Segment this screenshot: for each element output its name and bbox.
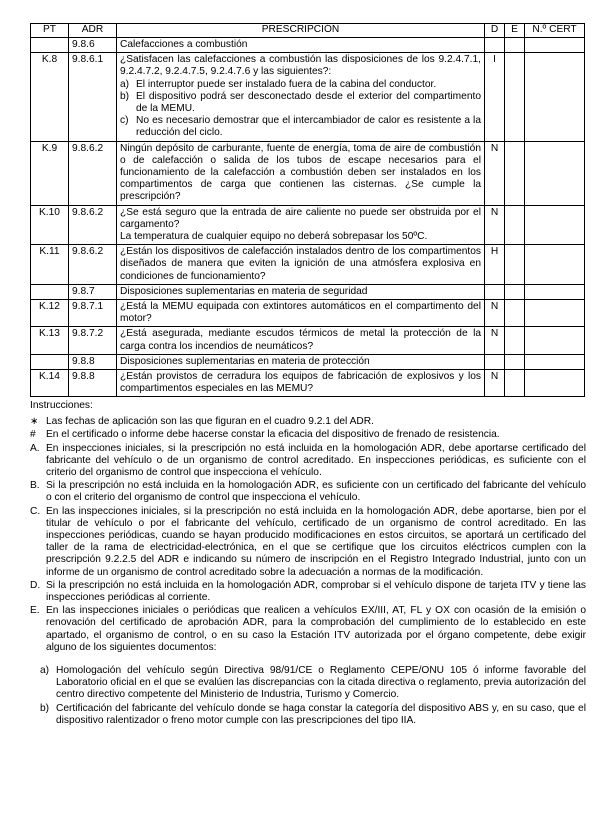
table-row (31, 300, 585, 327)
cell-prescripcion (117, 205, 485, 245)
table-row (31, 245, 585, 285)
instruction-marker: C. (30, 505, 41, 517)
cell-d: I (485, 53, 505, 141)
instructions-heading: Instrucciones: (30, 400, 93, 411)
cell-d: N (485, 327, 505, 354)
instruction-subitem (40, 703, 586, 727)
cell-pt: K.8 (31, 53, 69, 141)
cell-adr: 9.8.7.1 (69, 300, 117, 327)
instruction-text: En inspecciones iniciales, si la prescripción no está incluida en la homologación ADR, debe aportarse certificado del fabricante del vehículo o de un organismo de control acreditado. En inspecciones periódicas, es suficiente con el criterio del organismo de control que inspecciona el vehículo. (46, 442, 586, 479)
instruction-text: Si la prescripción no está incluida en la homologación ADR, comprobar si el vehículo dispone de tarjeta ITV y tiene las inspecciones periódicas al corriente. (46, 579, 586, 604)
cell-e (505, 354, 525, 369)
inspection-table (30, 23, 585, 397)
cell-e (505, 205, 525, 245)
cell-prescripcion: ¿Están los dispositivos de calefacción instalados dentro de los compartimentos diseñados de manera que eviten la ignición de una atmósfera explosiva en condiciones de funcionamiento? (117, 245, 485, 285)
cell-d (485, 354, 505, 369)
table-row (31, 141, 585, 205)
instruction-item (30, 416, 586, 428)
header-prescripcion: PRESCRIPCIÓN (117, 24, 485, 38)
instruction-text: En las inspecciones iniciales, si la prescripción no está incluida en la homologación ADR, debe aportarse, bien por el titular de vehículo o por el fabricante del vehículo, certificado de un organismo de control acreditado. En las inspecciones periódicas, cuando se hayan producido modificaciones en estos circuitos, se aportará un certificado del taller de la rama de electricidad-electrónica, en el que se certifique que los circuitos eléctricos cumplen con la prescripción 9.2.2.5 del ADR e indicando su número de inscripción en el Registro Integrado Industrial, junto con un informe de un organismo de control acreditado sobre la adecuación a normas de la modificación. (46, 505, 586, 578)
sub-item-text: El dispositivo podrá ser desconectado desde el exterior del compartimento de la MEMU. (136, 90, 481, 115)
instruction-item (30, 506, 586, 579)
instruction-marker: D. (30, 579, 41, 591)
header-cert: N.º CERT (525, 24, 585, 38)
cell-adr: 9.8.8 (69, 354, 117, 369)
cell-pt: K.14 (31, 370, 69, 397)
cell-adr: 9.8.7.2 (69, 327, 117, 354)
cell-prescripcion: ¿Está asegurada, mediante escudos térmicos de metal la protección de la carga contra los incendios de neumáticos? (117, 327, 485, 354)
cell-cert (525, 141, 585, 205)
cell-adr: 9.8.6.1 (69, 53, 117, 141)
cell-cert (525, 300, 585, 327)
cell-pt: K.13 (31, 327, 69, 354)
cell-d: N (485, 141, 505, 205)
spacer (30, 655, 586, 665)
cell-d (485, 38, 505, 53)
cell-adr: 9.8.6.2 (69, 205, 117, 245)
instruction-marker: B. (30, 480, 40, 492)
cell-cert (525, 354, 585, 369)
subitem-marker: b) (40, 702, 50, 714)
sub-item (120, 79, 481, 91)
table-row (31, 38, 585, 53)
prescripcion-text-2: La temperatura de cualquier equipo no deberá sobrepasar los 50ºC. (120, 231, 428, 243)
sub-item-marker: c) (120, 115, 129, 127)
table-row (31, 205, 585, 245)
instructions-section (30, 400, 586, 728)
cell-d: N (485, 370, 505, 397)
cell-cert (525, 245, 585, 285)
cell-adr: 9.8.6.2 (69, 245, 117, 285)
table-row (31, 370, 585, 397)
sub-item-text: No es necesario demostrar que el intercambiador de calor es resistente a la reducción del ciclo. (136, 115, 481, 139)
instruction-marker: E. (30, 605, 40, 617)
instruction-item (30, 443, 586, 480)
instruction-item (30, 429, 586, 441)
cell-pt (31, 38, 69, 53)
cell-e (505, 284, 525, 299)
cell-pt: K.11 (31, 245, 69, 285)
cell-prescripcion (117, 53, 485, 141)
cell-pt: K.12 (31, 300, 69, 327)
header-adr: ADR (69, 24, 117, 38)
cell-prescripcion: Ningún depósito de carburante, fuente de energía, toma de aire de combustión o de calefacción o salida de los tubos de escape necesarios para el funcionamiento de la calefacción a combustión deben ser instalados en los compartimentos de carga que contienen las cisternas. ¿Se cumple la prescripción? (117, 141, 485, 205)
cell-e (505, 38, 525, 53)
cell-prescripcion: ¿Está la MEMU equipada con extintores automáticos en el compartimento del motor? (117, 300, 485, 327)
prescripcion-text: ¿Se está seguro que la entrada de aire caliente no puede ser obstruida por el cargamento? (120, 206, 481, 230)
cell-e (505, 245, 525, 285)
sub-item-text: El interruptor puede ser instalado fuera de la cabina del conductor. (136, 78, 437, 90)
cell-e (505, 370, 525, 397)
cell-e (505, 300, 525, 327)
instruction-item (30, 580, 586, 604)
cell-cert (525, 370, 585, 397)
instruction-marker: ∗ (30, 416, 39, 428)
instruction-text: Las fechas de aplicación son las que figuran en el cuadro 9.2.1 del ADR. (46, 416, 374, 428)
cell-prescripcion: Calefacciones a combustión (117, 38, 485, 53)
subitem-text: Homologación del vehículo según Directiva 98/91/CE o Reglamento CEPE/ONU 105 ó informe favorable del Laboratorio oficial en el que se evalúen las discrepancias con la citada directiva o reglamento, previa autorización del centro directivo competente del Ministerio de Industria, Turismo y Comercio. (56, 665, 586, 701)
instruction-item (30, 605, 586, 654)
instruction-item (30, 480, 586, 504)
header-d: D (485, 24, 505, 38)
cell-cert (525, 284, 585, 299)
cell-d: N (485, 205, 505, 245)
cell-d: N (485, 300, 505, 327)
sub-item-marker: a) (120, 78, 130, 90)
cell-cert (525, 205, 585, 245)
instruction-text: En las inspecciones iniciales o periódicas que realicen a vehículos EX/III, AT, FL y OX con ocasión de la emisión o renovación del certificado de aprobación ADR, para la comprobación del cumplimiento de lo establecido en este apartado, el organismo de control, o en su caso la Estación ITV autorizada por el órgano competente, debe exigir alguno de los siguientes documentos: (46, 605, 586, 653)
prescripcion-text: ¿Satisfacen las calefacciones a combustión las disposiciones de los 9.2.4.7.1, 9.2.4.7.2, 9.2.4.7.5, 9.2.4.7.6 y las siguientes?: (120, 54, 481, 78)
cell-adr: 9.8.6 (69, 38, 117, 53)
subitem-marker: a) (40, 665, 50, 677)
cell-e (505, 327, 525, 354)
table-header-row (31, 24, 585, 38)
header-pt: PT (31, 24, 69, 38)
subitem-text: Certificación del fabricante del vehículo donde se haga constar la categoría del dispositivo ABS y, en su caso, que el dispositivo ralentizador o freno motor cumple con las prescripciones del tipo IIA. (56, 702, 586, 726)
instruction-subitem (40, 665, 586, 702)
cell-prescripcion: Disposiciones suplementarias en materia de seguridad (117, 284, 485, 299)
cell-cert (525, 38, 585, 53)
cell-d: H (485, 245, 505, 285)
cell-cert (525, 53, 585, 141)
cell-adr: 9.8.6.2 (69, 141, 117, 205)
table-row (31, 284, 585, 299)
cell-pt (31, 354, 69, 369)
table-row (31, 53, 585, 141)
cell-adr: 9.8.7 (69, 284, 117, 299)
header-e: E (505, 24, 525, 38)
instruction-text: En el certificado o informe debe hacerse constar la eficacia del dispositivo de frenado de resistencia. (46, 429, 500, 441)
cell-d (485, 284, 505, 299)
cell-prescripcion: Disposiciones suplementarias en materia de protección (117, 354, 485, 369)
table-row (31, 327, 585, 354)
cell-pt: K.10 (31, 205, 69, 245)
table-row (31, 354, 585, 369)
instruction-text: Si la prescripción no está incluida en la homologación ADR, es suficiente con un certificado del fabricante del vehículo o con el criterio del organismo de control que inspecciona el vehículo. (46, 480, 586, 504)
instruction-marker: # (30, 429, 36, 441)
sub-item (120, 115, 481, 139)
cell-cert (525, 327, 585, 354)
cell-prescripcion: ¿Están provistos de cerradura los equipos de fabricación de explosivos y los compartimentos especiales en las MEMU? (117, 370, 485, 397)
cell-e (505, 141, 525, 205)
instruction-marker: A. (30, 442, 40, 454)
sub-item (120, 91, 481, 115)
cell-adr: 9.8.8 (69, 370, 117, 397)
cell-e (505, 53, 525, 141)
cell-pt: K.9 (31, 141, 69, 205)
sub-item-marker: b) (120, 90, 130, 102)
cell-pt (31, 284, 69, 299)
